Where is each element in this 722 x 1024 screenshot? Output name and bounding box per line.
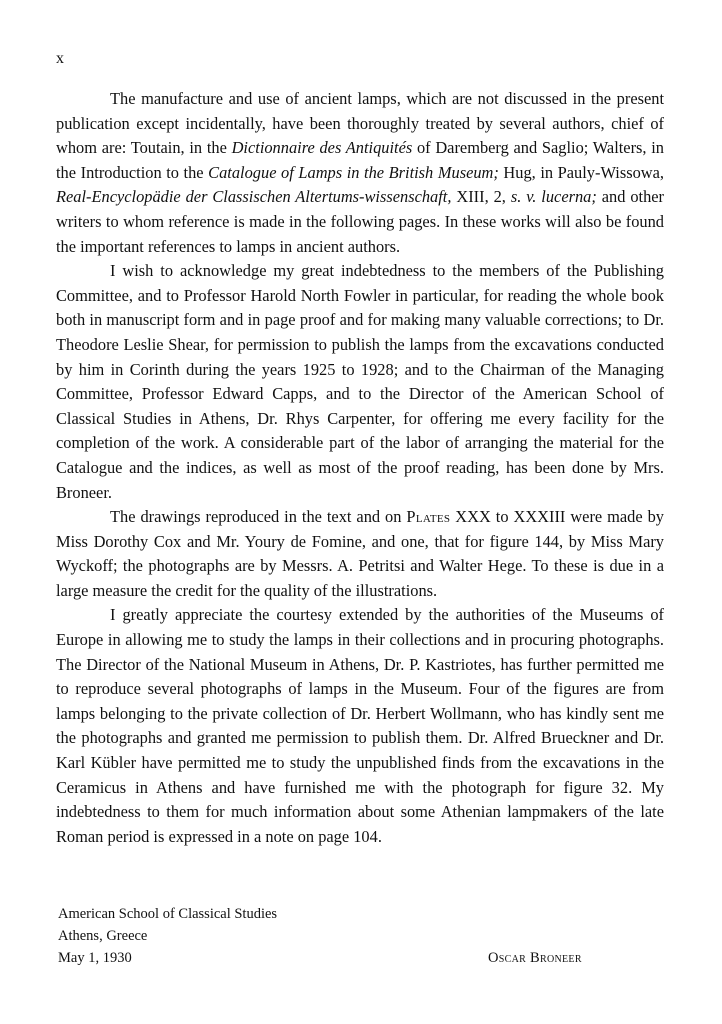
signature-institution: American School of Classical Studies xyxy=(58,906,278,922)
text-run: I greatly appreciate the courtesy extended by the authorities of the Museums of Europe in allowing me to study the lamps in their collections and in procuring photographs. The Director of the National Museum in Athens, Dr. P. Kastriotes, has further permitted me to reproduce several photographs of lamps in the Museum. Four of the figures are from lamps belonging to the private collection of Dr. Herbert Wollmann, who has kindly sent me the photographs and granted me permission to publish them. Dr. Alfred Brueckner and Dr. Karl Kübler have permitted me to study the unpublished finds from the excavations in the Ceramicus in Athens and have furnished me with the photograph for figure 32. My indebtedness to them for much information about some Athenian lampmakers of the late Roman period is expressed in a note on page 104. xyxy=(56,605,664,846)
text-run: The manufacture and use of ancient lamps, which are not discussed in the present publication except incidentally, have been thoroughly treated by several authors, chief of whom are: Toutain, in the xyxy=(56,89,664,158)
italic-title: Catalogue of Lamps in the British Museum; xyxy=(208,162,499,182)
italic-title: Real-Encyclopädie der Classischen Altertums-wissenschaft, xyxy=(56,187,452,207)
text-run: The drawings reproduced in the text and on xyxy=(110,507,407,527)
text-run: I wish to acknowledge my great indebtedness to the members of the Publishing Committee, and to Professor Harold North Fowler in particular, for reading the whole book both in manuscript form and in page proof and for making many valuable corrections; to Dr. Theodore Leslie Shear, for permission to publish the lamps from the excavations conducted by him in Corinth during the years 1925 to 1928; and to the Chairman of the Managing Committee, Professor Edward Capps, and to the Director of the American School of Classical Studies in Athens, Dr. Rhys Carpenter, for offering me every facility for the completion of the work. A considerable part of the labor of arranging the material for the Catalogue and the indices, as well as most of the proof reading, has been done by Mrs. Broneer. xyxy=(56,261,664,502)
signature-place: Athens, Greece xyxy=(58,928,148,944)
text-run: XXX to XXXIII were made by Miss Dorothy Cox and Mr. Youry de Fomine, and one, that for figure 144, by Miss Mary Wyckoff; the photographs are by Messrs. A. Petritsi and Walter Hege. To these is due in a large measure the credit for the quality of the illustrations. xyxy=(56,507,664,600)
text-run: Hug, in Pauly-Wissowa, xyxy=(498,162,664,182)
preface-body xyxy=(56,87,664,849)
signature-block-left xyxy=(58,903,277,969)
paragraph xyxy=(56,603,664,849)
paragraph xyxy=(56,87,664,259)
italic-title: Dictionnaire des Antiquités xyxy=(231,138,413,158)
text-run: XIII, 2, xyxy=(451,187,511,207)
text-run: of Daremberg and Saglio; Walters, in the Introduction to the xyxy=(56,138,664,182)
signature-author: Oscar Broneer xyxy=(488,950,582,966)
small-caps-text: Plates xyxy=(406,507,451,527)
signature-date: May 1, 1930 xyxy=(58,950,132,966)
paragraph xyxy=(56,505,664,603)
text-run: and other writers to whom reference is made in the following pages. In these works will also be found the important references to lamps in ancient authors. xyxy=(56,187,665,256)
paragraph xyxy=(56,259,664,505)
italic-title: s. v. lucerna; xyxy=(510,187,597,207)
page-number: x xyxy=(56,50,65,67)
